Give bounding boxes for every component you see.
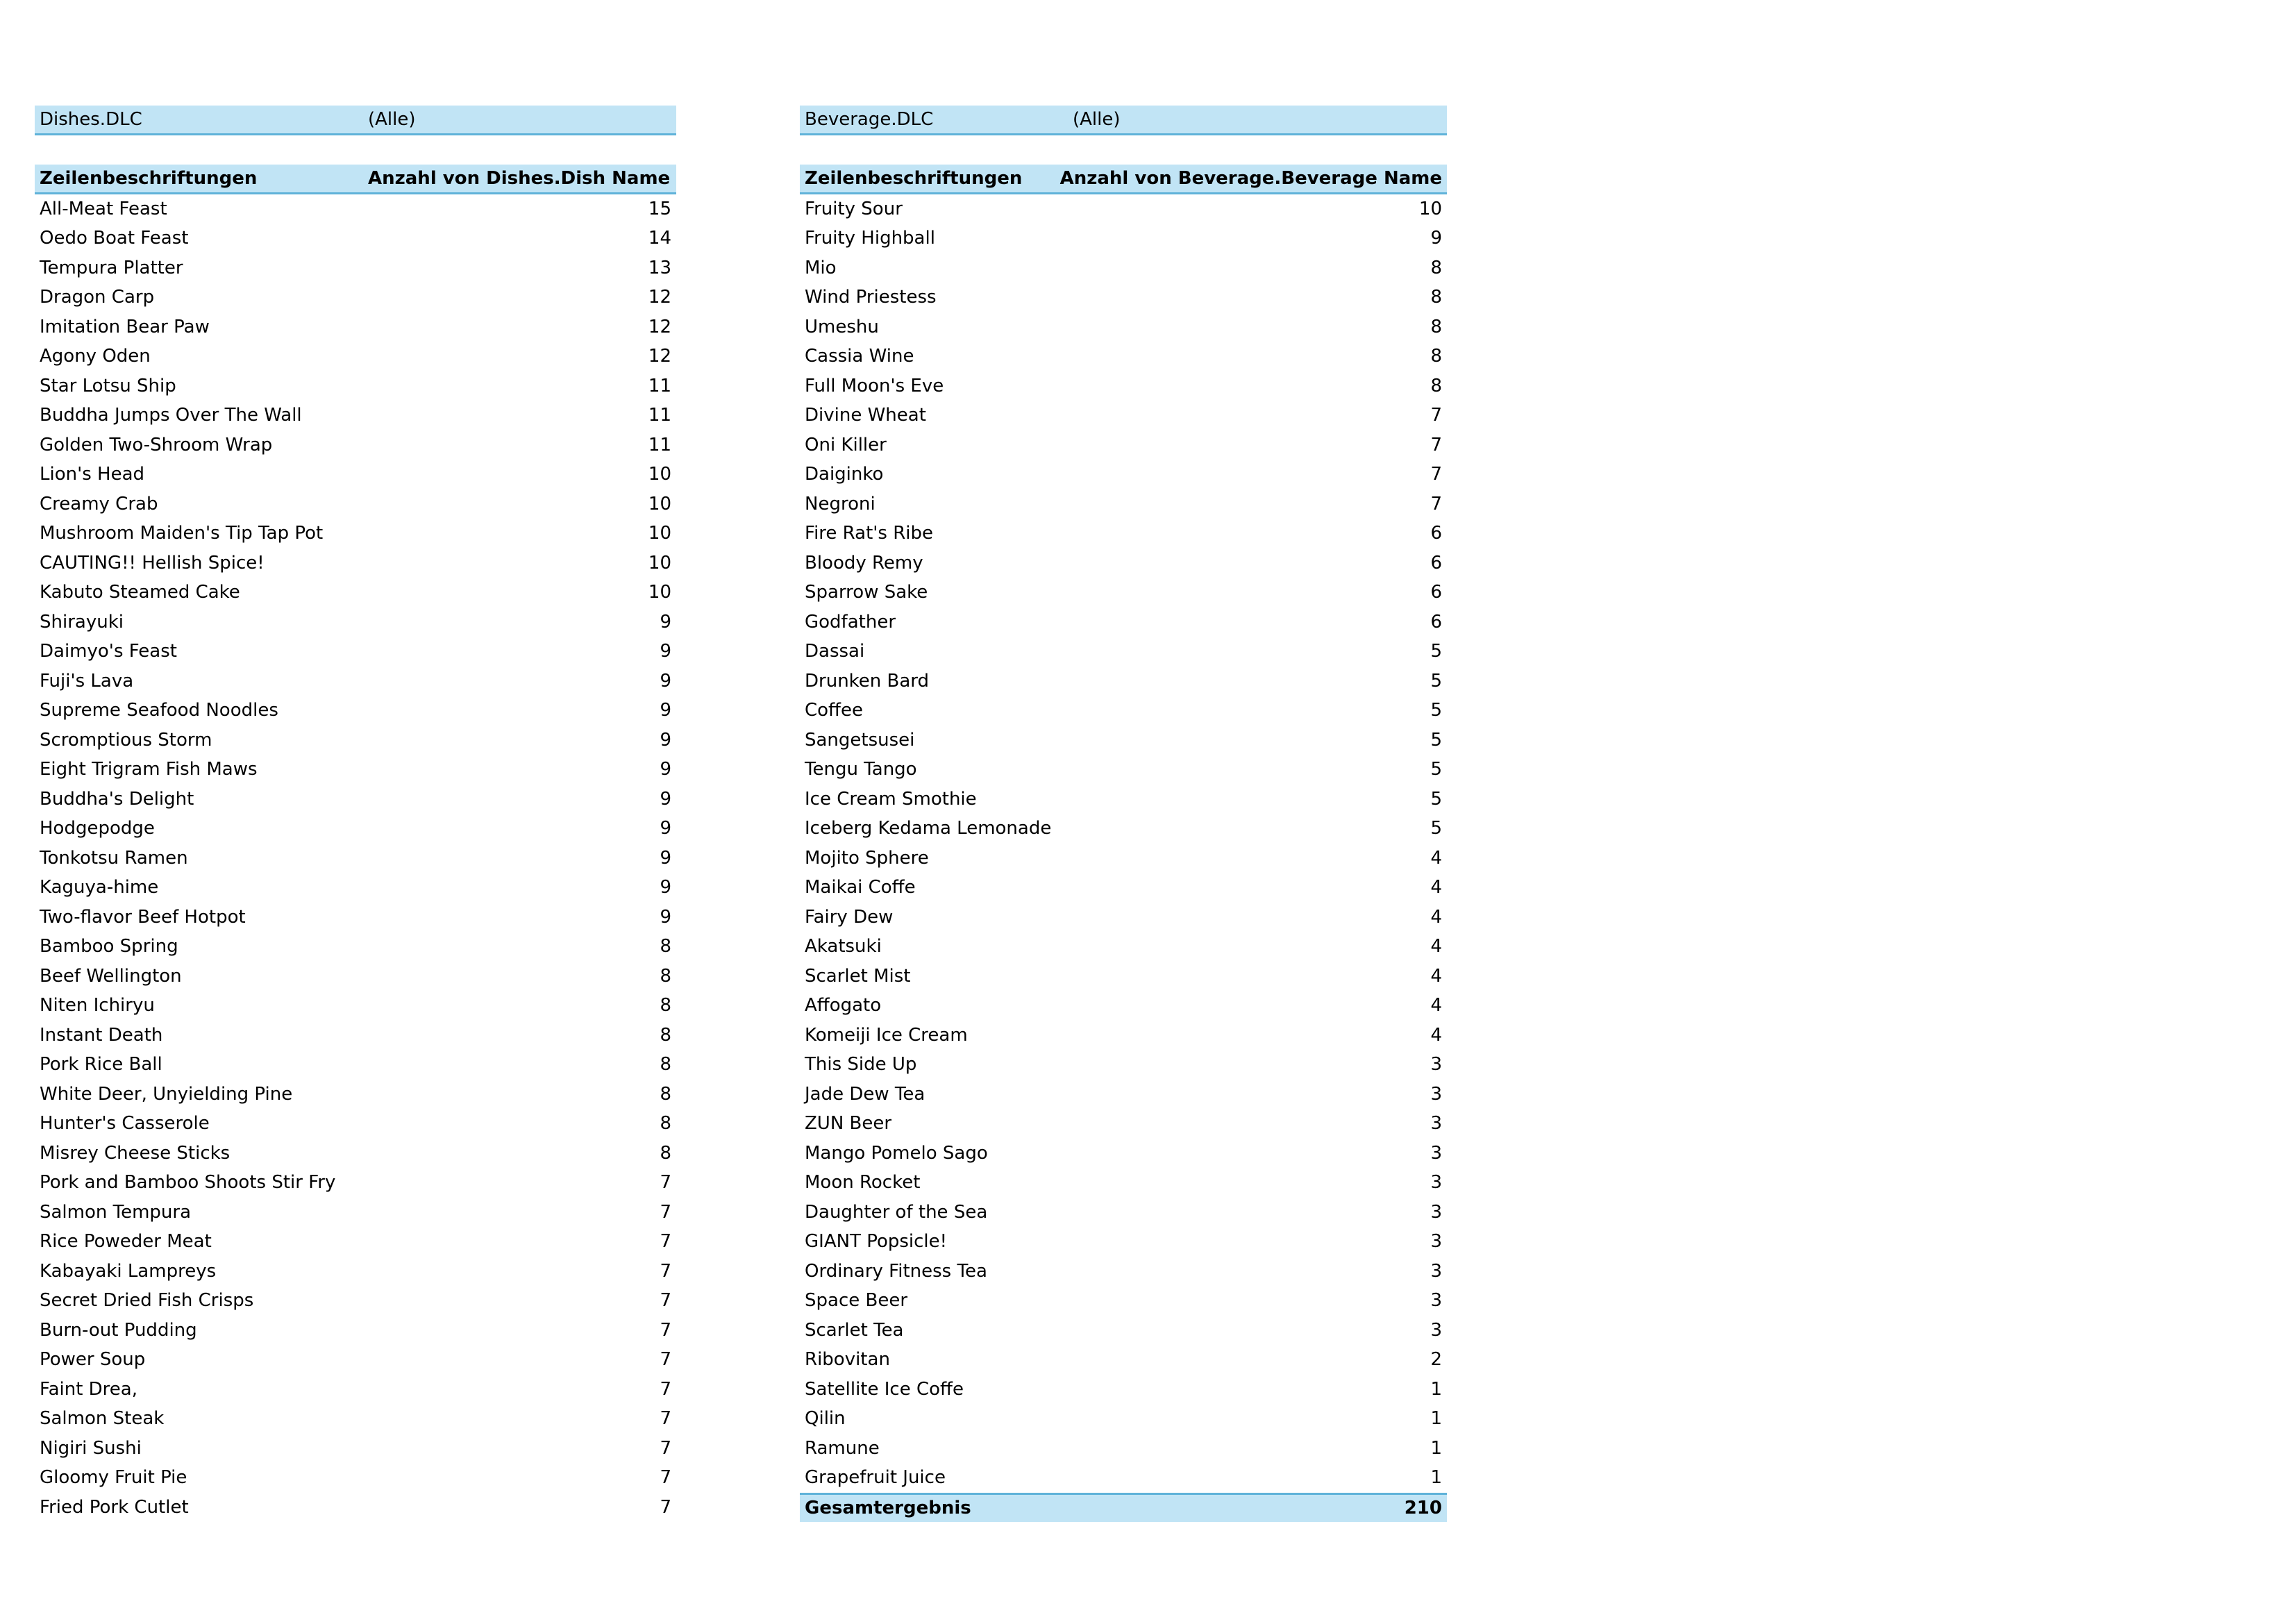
dishes-filter-label: Dishes.DLC	[40, 108, 142, 130]
beverages-table-row[interactable]	[800, 1375, 1447, 1405]
dishes-table-row[interactable]	[35, 814, 676, 844]
beverages-table-row[interactable]	[800, 549, 1447, 578]
beverages-row-name: Ramune	[805, 1437, 880, 1459]
dishes-row-name: Beef Wellington	[40, 965, 182, 987]
dishes-row-count: 9	[660, 611, 671, 633]
dishes-table-row[interactable]	[35, 342, 676, 371]
beverages-row-count: 4	[1430, 995, 1442, 1016]
dishes-table-row[interactable]	[35, 460, 676, 489]
dishes-table-row[interactable]	[35, 932, 676, 962]
dishes-row-count: 8	[660, 995, 671, 1016]
beverages-row-name: Tengu Tango	[805, 759, 917, 780]
dishes-row-name: Nigiri Sushi	[40, 1437, 142, 1459]
dishes-table-row[interactable]	[35, 194, 676, 224]
dishes-table-row[interactable]	[35, 1375, 676, 1405]
dishes-table-row[interactable]	[35, 726, 676, 755]
beverages-row-count: 7	[1430, 405, 1442, 426]
beverages-table-row[interactable]	[800, 696, 1447, 726]
beverages-table-row[interactable]	[800, 608, 1447, 637]
dishes-row-name: Tonkotsu Ramen	[40, 847, 188, 869]
dishes-row-count: 9	[660, 641, 671, 662]
beverages-table-row[interactable]	[800, 726, 1447, 755]
beverages-row-name: Umeshu	[805, 316, 879, 337]
beverages-filter-row[interactable]	[800, 106, 1447, 135]
beverages-row-name: Coffee	[805, 700, 863, 721]
beverages-row-name: Scarlet Mist	[805, 965, 911, 987]
dishes-row-name: Eight Trigram Fish Maws	[40, 759, 258, 780]
dishes-row-count: 7	[660, 1467, 671, 1488]
beverages-row-name: Bloody Remy	[805, 552, 923, 574]
dishes-row-name: Two-flavor Beef Hotpot	[40, 906, 246, 928]
dishes-row-count: 9	[660, 847, 671, 869]
dishes-table-row[interactable]	[35, 962, 676, 991]
dishes-filter-value[interactable]: (Alle)	[368, 108, 416, 130]
beverages-row-count: 5	[1430, 700, 1442, 721]
dishes-table-row[interactable]	[35, 1139, 676, 1169]
dishes-row-name: Misrey Cheese Sticks	[40, 1142, 231, 1164]
beverages-row-count: 8	[1430, 316, 1442, 337]
dishes-row-count: 9	[660, 729, 671, 751]
dishes-table-row[interactable]	[35, 1080, 676, 1110]
dishes-row-name: Rice Poweder Meat	[40, 1231, 212, 1252]
beverages-row-name: Dassai	[805, 641, 865, 662]
beverages-row-name: Wind Priestess	[805, 287, 937, 308]
dishes-table-row[interactable]	[35, 1493, 676, 1523]
dishes-row-count: 7	[660, 1408, 671, 1429]
beverages-row-count: 1	[1430, 1378, 1442, 1400]
dishes-row-count: 11	[648, 375, 671, 396]
beverages-table-row[interactable]	[800, 785, 1447, 814]
beverages-total-row	[800, 1493, 1447, 1523]
beverages-spacer	[800, 135, 1447, 165]
beverages-row-count: 4	[1430, 847, 1442, 869]
dishes-row-count: 9	[660, 670, 671, 692]
dishes-table-row[interactable]	[35, 1050, 676, 1080]
dishes-row-name: Kaguya-hime	[40, 877, 159, 898]
dishes-rows	[35, 194, 676, 1523]
dishes-table-row[interactable]	[35, 1021, 676, 1050]
beverages-table-row[interactable]	[800, 903, 1447, 932]
dishes-table-row[interactable]	[35, 637, 676, 667]
dishes-row-count: 8	[660, 1083, 671, 1105]
beverages-row-count: 10	[1418, 198, 1442, 219]
beverages-row-count: 3	[1430, 1113, 1442, 1134]
dishes-table-row[interactable]	[35, 1463, 676, 1493]
beverages-table-row[interactable]	[800, 253, 1447, 283]
dishes-row-count: 10	[648, 493, 671, 514]
dishes-row-name: Hodgepodge	[40, 818, 155, 839]
beverages-row-count: 6	[1430, 582, 1442, 603]
beverages-row-name: Daiginko	[805, 464, 884, 485]
beverages-row-count: 4	[1430, 906, 1442, 928]
beverages-table-row[interactable]	[800, 873, 1447, 903]
beverages-row-count: 4	[1430, 965, 1442, 987]
beverages-row-count: 6	[1430, 523, 1442, 544]
beverages-row-count: 2	[1430, 1349, 1442, 1370]
beverages-filter-value[interactable]: (Alle)	[1073, 108, 1121, 130]
dishes-table-row[interactable]	[35, 1227, 676, 1257]
beverages-table-row[interactable]	[800, 460, 1447, 489]
beverages-row-name: Moon Rocket	[805, 1172, 921, 1193]
dishes-row-count: 7	[660, 1496, 671, 1518]
beverages-row-count: 3	[1430, 1231, 1442, 1252]
dishes-row-name: Instant Death	[40, 1024, 163, 1046]
dishes-row-name: Daimyo's Feast	[40, 641, 177, 662]
beverages-total-label: Gesamtergebnis	[805, 1498, 971, 1518]
dishes-row-name: Niten Ichiryu	[40, 995, 155, 1016]
dishes-row-count: 8	[660, 965, 671, 987]
dishes-row-count: 7	[660, 1319, 671, 1341]
beverages-table-row[interactable]	[800, 1463, 1447, 1493]
beverages-row-name: Affogato	[805, 995, 882, 1016]
dishes-row-name: Bamboo Spring	[40, 936, 178, 957]
beverages-row-count: 3	[1430, 1260, 1442, 1282]
dishes-row-name: Agony Oden	[40, 346, 151, 367]
dishes-row-count: 9	[660, 906, 671, 928]
beverages-filter-label: Beverage.DLC	[805, 108, 934, 130]
dishes-header-row	[35, 165, 676, 194]
beverages-table-row[interactable]	[800, 519, 1447, 549]
dishes-row-name: Kabuto Steamed Cake	[40, 582, 240, 603]
dishes-pivot-table	[35, 106, 676, 1522]
dishes-row-count: 7	[660, 1201, 671, 1223]
dishes-table-row[interactable]	[35, 1198, 676, 1228]
beverages-row-name: Scarlet Tea	[805, 1319, 904, 1341]
dishes-table-row[interactable]	[35, 283, 676, 312]
dishes-row-count: 7	[660, 1378, 671, 1400]
beverages-row-count: 4	[1430, 877, 1442, 898]
dishes-row-name: Burn-out Pudding	[40, 1319, 197, 1341]
beverages-row-name: Fire Rat's Ribe	[805, 523, 934, 544]
beverages-row-name: Sparrow Sake	[805, 582, 928, 603]
dishes-table-row[interactable]	[35, 667, 676, 696]
beverages-table-row[interactable]	[800, 1286, 1447, 1316]
beverages-row-count: 5	[1430, 818, 1442, 839]
beverages-table-row[interactable]	[800, 224, 1447, 253]
dishes-table-row[interactable]	[35, 1404, 676, 1434]
dishes-row-count: 10	[648, 464, 671, 485]
dishes-table-row[interactable]	[35, 519, 676, 549]
beverages-table-row[interactable]	[800, 637, 1447, 667]
beverages-row-name: Mango Pomelo Sago	[805, 1142, 988, 1164]
dishes-row-count: 9	[660, 818, 671, 839]
dishes-table-row[interactable]	[35, 785, 676, 814]
dishes-table-row[interactable]	[35, 1109, 676, 1139]
beverages-header-row	[800, 165, 1447, 194]
dishes-table-row[interactable]	[35, 253, 676, 283]
dishes-table-row[interactable]	[35, 312, 676, 342]
dishes-row-count: 11	[648, 405, 671, 426]
dishes-row-count: 8	[660, 1024, 671, 1046]
dishes-row-name: Salmon Tempura	[40, 1201, 192, 1223]
beverages-table-row[interactable]	[800, 1198, 1447, 1228]
dishes-table-row[interactable]	[35, 991, 676, 1021]
beverages-row-count: 3	[1430, 1142, 1442, 1164]
dishes-row-count: 7	[660, 1290, 671, 1311]
beverages-row-name: This Side Up	[805, 1054, 917, 1075]
beverages-row-name: Komeiji Ice Cream	[805, 1024, 968, 1046]
beverages-row-count: 5	[1430, 759, 1442, 780]
beverages-row-name: Drunken Bard	[805, 670, 930, 692]
dishes-row-name: White Deer, Unyielding Pine	[40, 1083, 293, 1105]
dishes-row-name: Star Lotsu Ship	[40, 375, 176, 396]
beverages-table-row[interactable]	[800, 1227, 1447, 1257]
beverages-row-count: 3	[1430, 1172, 1442, 1193]
dishes-row-name: Faint Drea,	[40, 1378, 137, 1400]
beverages-row-count: 5	[1430, 641, 1442, 662]
dishes-row-name: Fuji's Lava	[40, 670, 134, 692]
beverages-row-count: 9	[1430, 228, 1442, 249]
beverages-row-name: Full Moon's Eve	[805, 375, 944, 396]
beverages-row-name: GIANT Popsicle!	[805, 1231, 948, 1252]
beverages-row-name: Cassia Wine	[805, 346, 914, 367]
beverages-row-name: Daughter of the Sea	[805, 1201, 988, 1223]
dishes-row-count: 9	[660, 759, 671, 780]
beverages-row-name: Oni Killer	[805, 434, 887, 455]
beverages-table-row[interactable]	[800, 1257, 1447, 1287]
dishes-row-count: 12	[648, 346, 671, 367]
dishes-table-row[interactable]	[35, 430, 676, 460]
beverages-row-name: Maikai Coffe	[805, 877, 916, 898]
beverages-table-row[interactable]	[800, 578, 1447, 608]
beverages-row-count: 1	[1430, 1437, 1442, 1459]
dishes-row-count: 13	[648, 257, 671, 278]
dishes-table-row[interactable]	[35, 1286, 676, 1316]
beverages-table-row[interactable]	[800, 1139, 1447, 1169]
beverages-row-count: 1	[1430, 1467, 1442, 1488]
dishes-row-count: 10	[648, 582, 671, 603]
beverages-row-name: Ribovitan	[805, 1349, 890, 1370]
dishes-row-name: Lion's Head	[40, 464, 145, 485]
dishes-table-row[interactable]	[35, 903, 676, 932]
dishes-table-row[interactable]	[35, 755, 676, 785]
dishes-row-name: Imitation Bear Paw	[40, 316, 210, 337]
beverages-row-name: Fairy Dew	[805, 906, 894, 928]
dishes-row-name: Dragon Carp	[40, 287, 155, 308]
dishes-table-row[interactable]	[35, 578, 676, 608]
beverages-total-value: 210	[1404, 1498, 1442, 1518]
beverages-table-row[interactable]	[800, 844, 1447, 873]
beverages-row-count: 7	[1430, 493, 1442, 514]
beverages-table-row[interactable]	[800, 667, 1447, 696]
beverages-table-row[interactable]	[800, 1434, 1447, 1464]
dishes-row-name: All-Meat Feast	[40, 198, 167, 219]
dishes-table-row[interactable]	[35, 1316, 676, 1346]
dishes-row-name: Golden Two-Shroom Wrap	[40, 434, 273, 455]
beverages-row-count: 3	[1430, 1083, 1442, 1105]
dishes-table-row[interactable]	[35, 401, 676, 430]
beverages-table-row[interactable]	[800, 489, 1447, 519]
dishes-table-row[interactable]	[35, 844, 676, 873]
beverages-table-row[interactable]	[800, 1316, 1447, 1346]
beverages-table-row[interactable]	[800, 1345, 1447, 1375]
dishes-row-count: 15	[648, 198, 671, 219]
dishes-table-row[interactable]	[35, 549, 676, 578]
beverages-row-count: 8	[1430, 346, 1442, 367]
beverages-row-count: 7	[1430, 464, 1442, 485]
beverages-row-name: Negroni	[805, 493, 875, 514]
beverages-table-row[interactable]	[800, 430, 1447, 460]
beverages-row-count: 6	[1430, 611, 1442, 633]
dishes-row-name: Fried Pork Cutlet	[40, 1496, 189, 1518]
beverages-table-row[interactable]	[800, 1404, 1447, 1434]
dishes-row-name: Power Soup	[40, 1349, 146, 1370]
beverages-row-count: 3	[1430, 1201, 1442, 1223]
dishes-header-row-label[interactable]: Zeilenbeschriftungen	[40, 167, 258, 189]
beverages-header-row-label[interactable]: Zeilenbeschriftungen	[805, 167, 1023, 189]
dishes-row-name: Scromptious Storm	[40, 729, 212, 751]
beverages-row-count: 5	[1430, 729, 1442, 751]
beverages-row-count: 6	[1430, 552, 1442, 574]
dishes-row-count: 10	[648, 552, 671, 574]
beverages-row-name: Mojito Sphere	[805, 847, 929, 869]
dishes-row-name: Buddha Jumps Over The Wall	[40, 405, 302, 426]
dishes-row-name: Secret Dried Fish Crisps	[40, 1290, 254, 1311]
beverages-row-name: Akatsuki	[805, 936, 882, 957]
dishes-row-count: 9	[660, 700, 671, 721]
dishes-row-count: 14	[648, 228, 671, 249]
beverages-table-row[interactable]	[800, 1080, 1447, 1110]
beverages-header-count-label[interactable]: Anzahl von Beverage.Beverage Name	[1059, 167, 1442, 189]
dishes-row-name: Shirayuki	[40, 611, 124, 633]
dishes-row-name: Kabayaki Lampreys	[40, 1260, 217, 1282]
dishes-table-row[interactable]	[35, 224, 676, 253]
dishes-row-name: Gloomy Fruit Pie	[40, 1467, 187, 1488]
beverages-row-count: 7	[1430, 434, 1442, 455]
dishes-row-count: 12	[648, 287, 671, 308]
beverages-table-row[interactable]	[800, 401, 1447, 430]
beverages-row-name: Mio	[805, 257, 837, 278]
dishes-table-row[interactable]	[35, 1257, 676, 1287]
beverages-table-row[interactable]	[800, 991, 1447, 1021]
beverages-row-name: Divine Wheat	[805, 405, 926, 426]
beverages-row-count: 3	[1430, 1319, 1442, 1341]
beverages-table-row[interactable]	[800, 1050, 1447, 1080]
beverages-row-name: Godfather	[805, 611, 896, 633]
beverages-table-row[interactable]	[800, 814, 1447, 844]
dishes-row-name: Hunter's Casserole	[40, 1113, 210, 1134]
dishes-table-row[interactable]	[35, 1168, 676, 1198]
beverages-row-name: Space Beer	[805, 1290, 908, 1311]
dishes-row-count: 8	[660, 1113, 671, 1134]
beverages-row-count: 3	[1430, 1054, 1442, 1075]
dishes-row-count: 7	[660, 1437, 671, 1459]
dishes-row-count: 7	[660, 1349, 671, 1370]
dishes-row-name: Oedo Boat Feast	[40, 228, 189, 249]
beverages-row-name: Ice Cream Smothie	[805, 788, 977, 810]
dishes-table-row[interactable]	[35, 1345, 676, 1375]
beverages-table-row[interactable]	[800, 194, 1447, 224]
dishes-table-row[interactable]	[35, 873, 676, 903]
dishes-row-name: Supreme Seafood Noodles	[40, 700, 278, 721]
dishes-table-row[interactable]	[35, 489, 676, 519]
beverages-row-count: 8	[1430, 287, 1442, 308]
dishes-row-count: 10	[648, 523, 671, 544]
beverages-table-row[interactable]	[800, 962, 1447, 991]
dishes-row-count: 9	[660, 788, 671, 810]
dishes-row-name: Salmon Steak	[40, 1408, 165, 1429]
beverages-row-name: Sangetsusei	[805, 729, 915, 751]
dishes-table-row[interactable]	[35, 608, 676, 637]
beverages-row-name: Grapefruit Juice	[805, 1467, 946, 1488]
dishes-row-count: 7	[660, 1231, 671, 1252]
dishes-table-row[interactable]	[35, 1434, 676, 1464]
dishes-spacer	[35, 135, 676, 165]
beverages-row-count: 1	[1430, 1408, 1442, 1429]
beverages-row-name: Ordinary Fitness Tea	[805, 1260, 987, 1282]
beverages-table-row[interactable]	[800, 371, 1447, 401]
beverages-table-row[interactable]	[800, 932, 1447, 962]
beverages-row-name: Qilin	[805, 1408, 846, 1429]
dishes-row-count: 7	[660, 1172, 671, 1193]
beverages-row-count: 8	[1430, 375, 1442, 396]
dishes-row-count: 9	[660, 877, 671, 898]
dishes-row-count: 8	[660, 1142, 671, 1164]
beverages-rows	[800, 194, 1447, 1493]
beverages-row-name: ZUN Beer	[805, 1113, 892, 1134]
dishes-row-name: Pork and Bamboo Shoots Stir Fry	[40, 1172, 336, 1193]
beverages-row-name: Jade Dew Tea	[805, 1083, 925, 1105]
beverages-row-name: Iceberg Kedama Lemonade	[805, 818, 1052, 839]
beverages-row-name: Satellite Ice Coffe	[805, 1378, 964, 1400]
beverages-table-row[interactable]	[800, 283, 1447, 312]
dishes-row-count: 8	[660, 936, 671, 957]
beverages-row-count: 4	[1430, 936, 1442, 957]
dishes-row-count: 7	[660, 1260, 671, 1282]
beverages-row-count: 5	[1430, 788, 1442, 810]
beverages-table-row[interactable]	[800, 755, 1447, 785]
beverages-row-name: Fruity Sour	[805, 198, 903, 219]
dishes-row-count: 8	[660, 1054, 671, 1075]
beverages-table-row[interactable]	[800, 312, 1447, 342]
beverages-table-row[interactable]	[800, 1109, 1447, 1139]
dishes-row-count: 11	[648, 434, 671, 455]
dishes-row-name: CAUTING!! Hellish Spice!	[40, 552, 265, 574]
dishes-row-name: Creamy Crab	[40, 493, 158, 514]
beverages-row-count: 8	[1430, 257, 1442, 278]
dishes-row-name: Pork Rice Ball	[40, 1054, 162, 1075]
dishes-table-row[interactable]	[35, 371, 676, 401]
beverages-row-count: 4	[1430, 1024, 1442, 1046]
beverages-table-row[interactable]	[800, 342, 1447, 371]
dishes-row-name: Mushroom Maiden's Tip Tap Pot	[40, 523, 324, 544]
dishes-row-name: Tempura Platter	[40, 257, 183, 278]
dishes-header-count-label[interactable]: Anzahl von Dishes.Dish Name	[368, 167, 671, 189]
beverages-row-name: Fruity Highball	[805, 228, 935, 249]
beverages-row-count: 5	[1430, 670, 1442, 692]
beverages-pivot-table	[800, 106, 1447, 1522]
dishes-filter-row[interactable]	[35, 106, 676, 135]
dishes-row-name: Buddha's Delight	[40, 788, 194, 810]
dishes-row-count: 12	[648, 316, 671, 337]
beverages-table-row[interactable]	[800, 1021, 1447, 1050]
beverages-table-row[interactable]	[800, 1168, 1447, 1198]
dishes-table-row[interactable]	[35, 696, 676, 726]
beverages-row-count: 3	[1430, 1290, 1442, 1311]
